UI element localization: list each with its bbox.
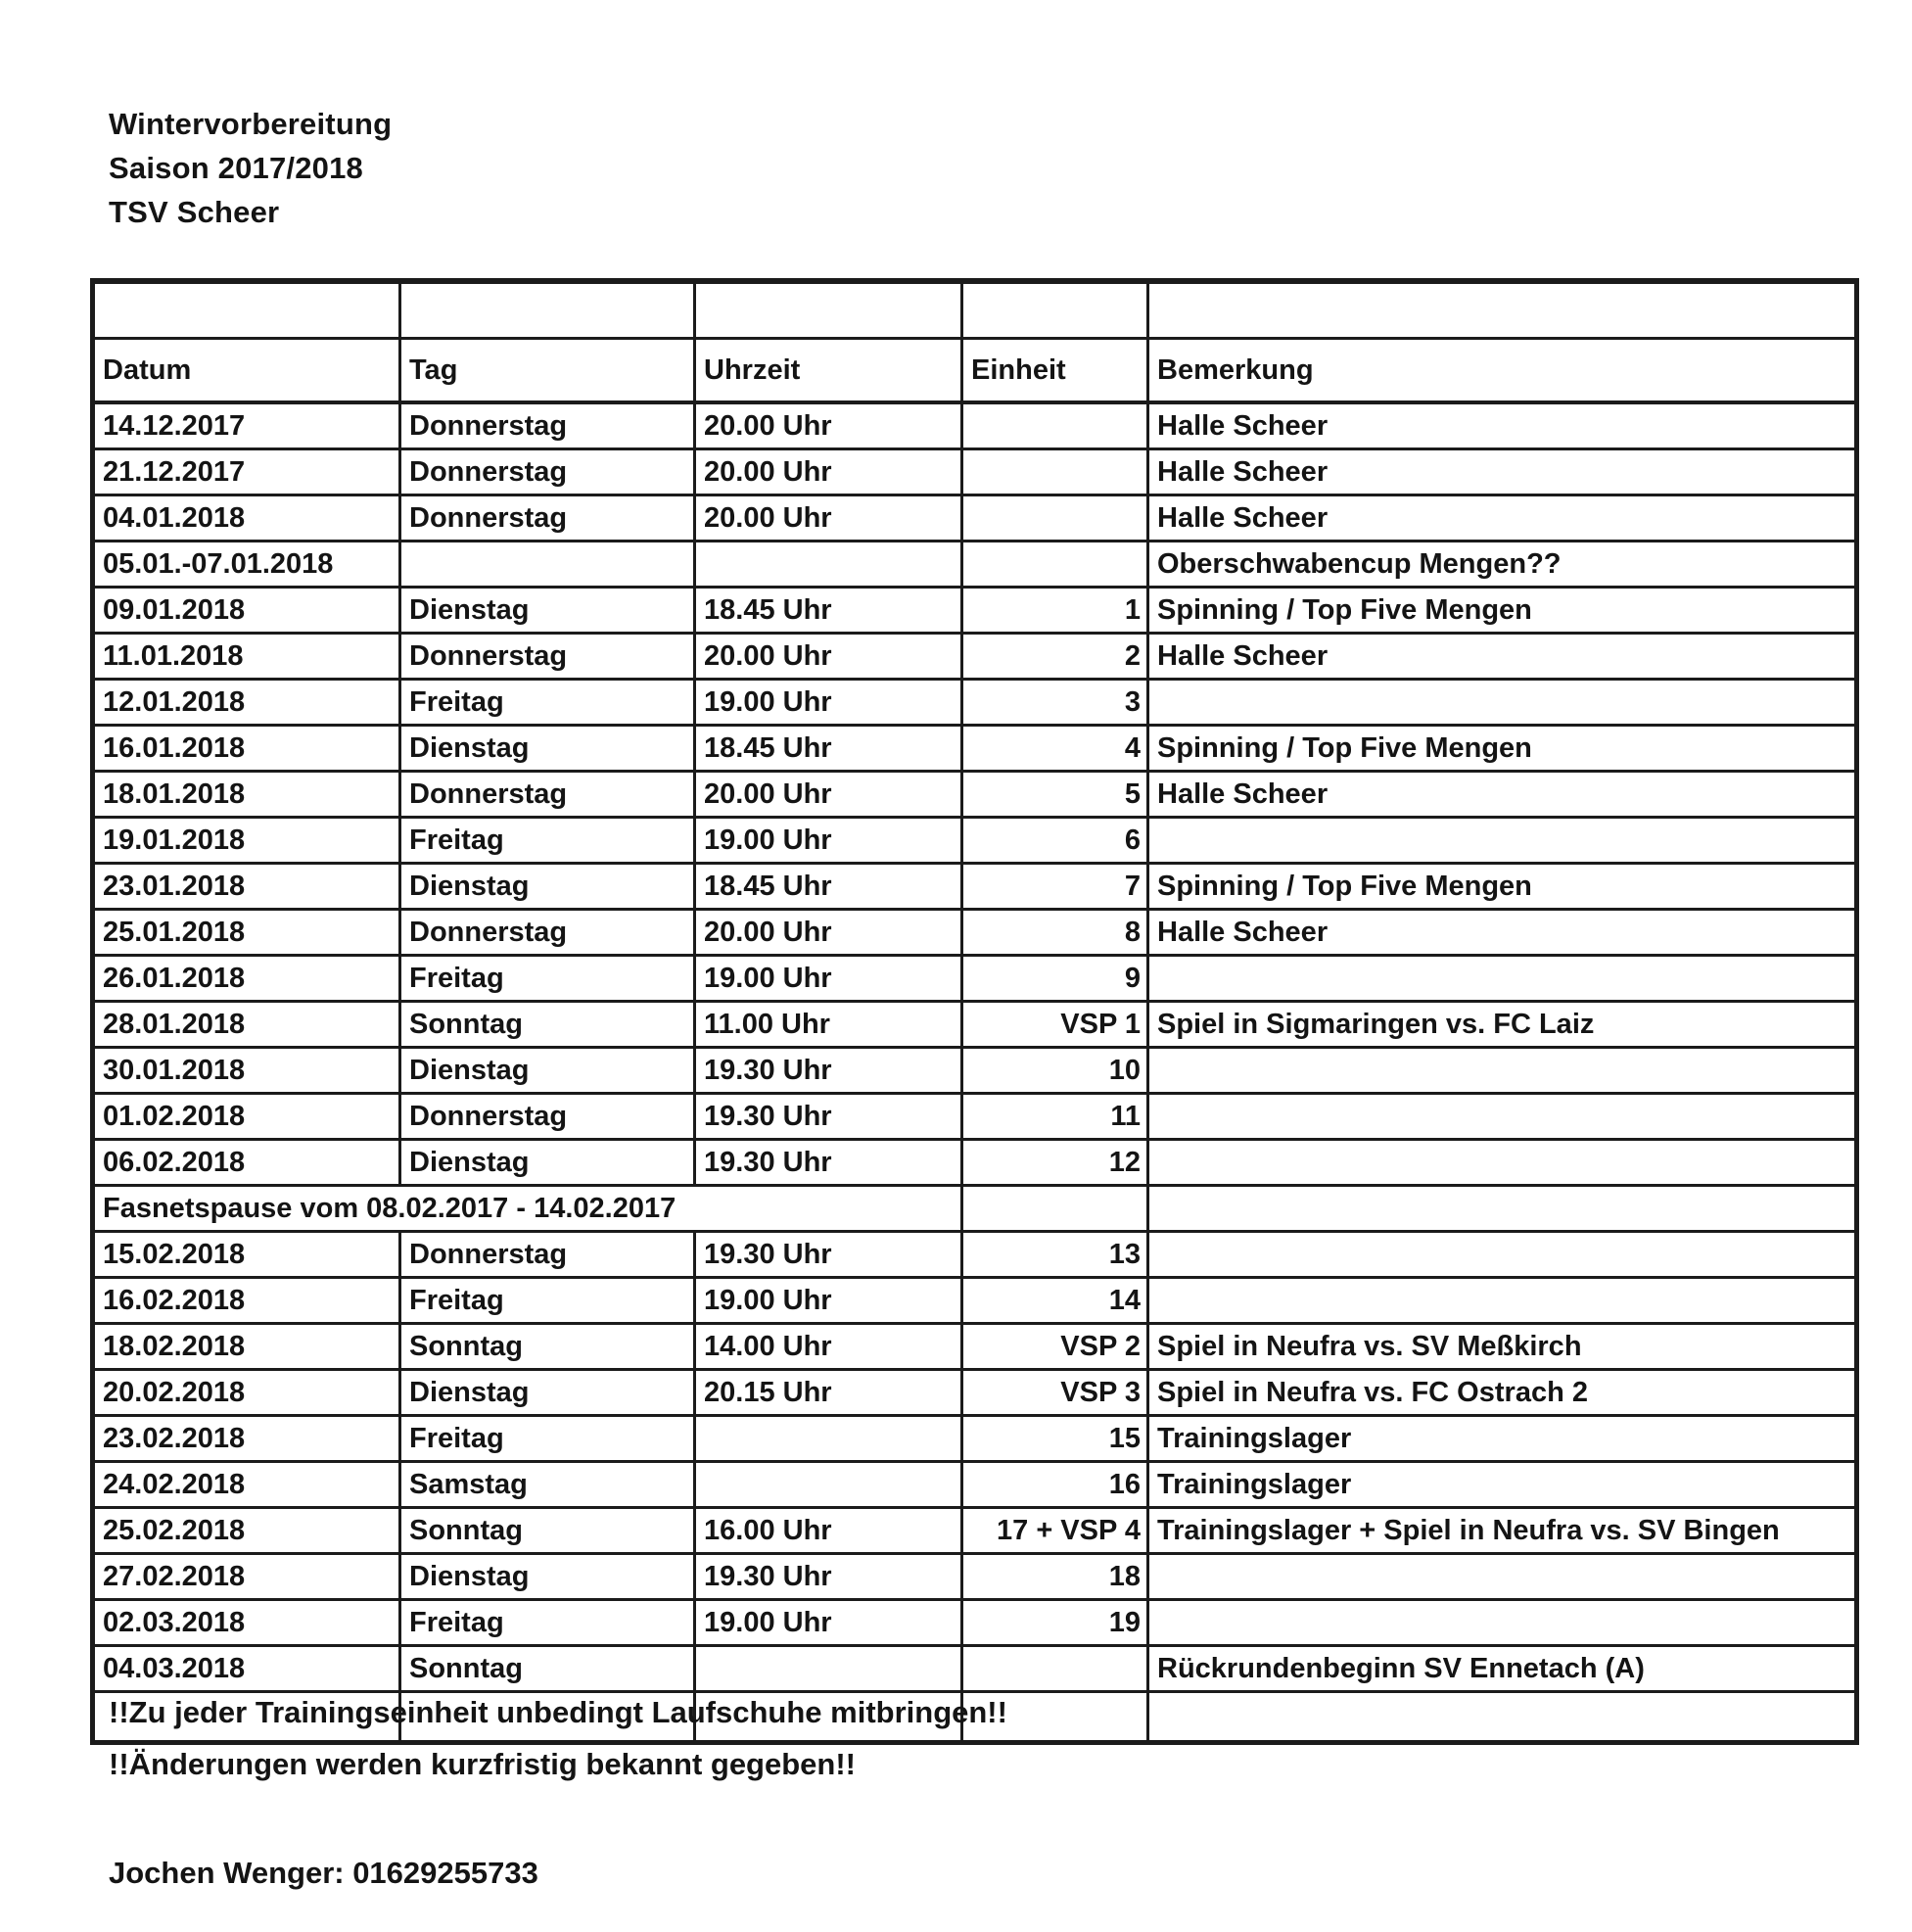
- doc-title-line-2: Saison 2017/2018: [109, 151, 363, 185]
- table-row: [93, 634, 1857, 680]
- cell-tag: Samstag: [400, 1462, 695, 1508]
- cell-einheit: [962, 1646, 1148, 1692]
- cell-bemerkung: Spinning / Top Five Mengen: [1148, 864, 1857, 910]
- cell-uhrzeit: 19.30 Uhr: [695, 1140, 962, 1186]
- cell-bemerkung: [1148, 1278, 1857, 1324]
- cell-tag: Dienstag: [400, 1370, 695, 1416]
- cell-datum: 28.01.2018: [93, 1002, 400, 1048]
- cell-tag: Sonntag: [400, 1324, 695, 1370]
- table-row: [93, 1600, 1857, 1646]
- cell-einheit: VSP 1: [962, 1002, 1148, 1048]
- cell-datum: 25.01.2018: [93, 910, 400, 956]
- cell-datum: 23.01.2018: [93, 864, 400, 910]
- cell-uhrzeit: 11.00 Uhr: [695, 1002, 962, 1048]
- table-row: [93, 864, 1857, 910]
- cell-uhrzeit: 20.00 Uhr: [695, 402, 962, 449]
- table-row: [93, 910, 1857, 956]
- table-row: [93, 818, 1857, 864]
- cell-tag: Freitag: [400, 1278, 695, 1324]
- cell-bemerkung: Halle Scheer: [1148, 634, 1857, 680]
- cell-uhrzeit: [695, 1416, 962, 1462]
- cell-einheit: 19: [962, 1600, 1148, 1646]
- doc-title-line-1: Wintervorbereitung: [109, 107, 393, 141]
- cell-datum: 04.03.2018: [93, 1646, 400, 1692]
- cell-tag: Dienstag: [400, 726, 695, 772]
- cell-datum: 01.02.2018: [93, 1094, 400, 1140]
- cell-bemerkung: Halle Scheer: [1148, 449, 1857, 495]
- cell-uhrzeit: 19.30 Uhr: [695, 1554, 962, 1600]
- cell-datum: 27.02.2018: [93, 1554, 400, 1600]
- cell-bemerkung: Trainingslager + Spiel in Neufra vs. SV Bingen: [1148, 1508, 1857, 1554]
- training-schedule-table: [90, 278, 1859, 1745]
- spacer-cell: [1148, 1692, 1857, 1743]
- document-footer: [109, 1686, 1007, 1899]
- cell-datum: 26.01.2018: [93, 956, 400, 1002]
- cell-bemerkung: [1148, 818, 1857, 864]
- cell-pause-note: Fasnetspause vom 08.02.2017 - 14.02.2017: [93, 1186, 962, 1232]
- cell-bemerkung: [1148, 956, 1857, 1002]
- cell-einheit: [962, 1186, 1148, 1232]
- cell-bemerkung: [1148, 1232, 1857, 1278]
- table-row: [93, 402, 1857, 449]
- cell-bemerkung: Halle Scheer: [1148, 495, 1857, 542]
- cell-datum: 12.01.2018: [93, 680, 400, 726]
- document-header: [109, 102, 392, 234]
- cell-datum: 16.01.2018: [93, 726, 400, 772]
- table-row: [93, 956, 1857, 1002]
- table-row: [93, 1094, 1857, 1140]
- cell-tag: Dienstag: [400, 1554, 695, 1600]
- cell-einheit: VSP 3: [962, 1370, 1148, 1416]
- cell-bemerkung: Rückrundenbeginn SV Ennetach (A): [1148, 1646, 1857, 1692]
- cell-uhrzeit: 19.00 Uhr: [695, 956, 962, 1002]
- cell-bemerkung: Trainingslager: [1148, 1462, 1857, 1508]
- cell-einheit: 5: [962, 772, 1148, 818]
- cell-einheit: 11: [962, 1094, 1148, 1140]
- cell-uhrzeit: 19.30 Uhr: [695, 1232, 962, 1278]
- table-row: [93, 1232, 1857, 1278]
- cell-einheit: 8: [962, 910, 1148, 956]
- cell-tag: Freitag: [400, 680, 695, 726]
- cell-einheit: 14: [962, 1278, 1148, 1324]
- cell-bemerkung: Spiel in Neufra vs. SV Meßkirch: [1148, 1324, 1857, 1370]
- cell-uhrzeit: 19.30 Uhr: [695, 1048, 962, 1094]
- cell-datum: 09.01.2018: [93, 588, 400, 634]
- cell-tag: Freitag: [400, 818, 695, 864]
- cell-einheit: 10: [962, 1048, 1148, 1094]
- cell-datum: 18.02.2018: [93, 1324, 400, 1370]
- cell-tag: Donnerstag: [400, 1232, 695, 1278]
- table-row: [93, 726, 1857, 772]
- cell-einheit: 4: [962, 726, 1148, 772]
- cell-einheit: 6: [962, 818, 1148, 864]
- cell-einheit: VSP 2: [962, 1324, 1148, 1370]
- cell-tag: Dienstag: [400, 1048, 695, 1094]
- cell-bemerkung: Oberschwabencup Mengen??: [1148, 542, 1857, 588]
- cell-bemerkung: Halle Scheer: [1148, 910, 1857, 956]
- cell-bemerkung: Spiel in Sigmaringen vs. FC Laiz: [1148, 1002, 1857, 1048]
- cell-bemerkung: Trainingslager: [1148, 1416, 1857, 1462]
- cell-einheit: 13: [962, 1232, 1148, 1278]
- cell-datum: 16.02.2018: [93, 1278, 400, 1324]
- cell-datum: 24.02.2018: [93, 1462, 400, 1508]
- cell-datum: 25.02.2018: [93, 1508, 400, 1554]
- cell-uhrzeit: 20.00 Uhr: [695, 449, 962, 495]
- cell-einheit: 3: [962, 680, 1148, 726]
- cell-datum: 02.03.2018: [93, 1600, 400, 1646]
- cell-datum: 15.02.2018: [93, 1232, 400, 1278]
- table-row: [93, 1278, 1857, 1324]
- cell-tag: [400, 542, 695, 588]
- cell-einheit: 18: [962, 1554, 1148, 1600]
- cell-tag: Donnerstag: [400, 772, 695, 818]
- cell-uhrzeit: 20.00 Uhr: [695, 910, 962, 956]
- cell-tag: Donnerstag: [400, 1094, 695, 1140]
- table-row: [93, 1462, 1857, 1508]
- table-row: [93, 542, 1857, 588]
- table-row: [93, 588, 1857, 634]
- cell-uhrzeit: [695, 1646, 962, 1692]
- cell-bemerkung: [1148, 1554, 1857, 1600]
- cell-uhrzeit: 19.00 Uhr: [695, 680, 962, 726]
- cell-uhrzeit: 18.45 Uhr: [695, 588, 962, 634]
- cell-einheit: 9: [962, 956, 1148, 1002]
- cell-tag: Dienstag: [400, 1140, 695, 1186]
- table-row: [93, 449, 1857, 495]
- note-aenderungen: !!Änderungen werden kurzfristig bekannt gegeben!!: [109, 1747, 856, 1781]
- table-row: [93, 1048, 1857, 1094]
- cell-tag: Sonntag: [400, 1002, 695, 1048]
- contact-info: Jochen Wenger: 01629255733: [109, 1856, 538, 1890]
- cell-tag: Freitag: [400, 956, 695, 1002]
- cell-uhrzeit: 19.00 Uhr: [695, 818, 962, 864]
- cell-datum: 11.01.2018: [93, 634, 400, 680]
- table-row: [93, 772, 1857, 818]
- spacer-cell: [400, 281, 695, 339]
- table-row: [93, 680, 1857, 726]
- cell-uhrzeit: [695, 542, 962, 588]
- cell-datum: 05.01.-07.01.2018: [93, 542, 400, 588]
- table-row: [93, 1186, 1857, 1232]
- cell-uhrzeit: 19.00 Uhr: [695, 1278, 962, 1324]
- cell-bemerkung: Halle Scheer: [1148, 402, 1857, 449]
- cell-einheit: 1: [962, 588, 1148, 634]
- table-row: [93, 1416, 1857, 1462]
- cell-datum: 30.01.2018: [93, 1048, 400, 1094]
- table-row: [93, 1324, 1857, 1370]
- cell-uhrzeit: 19.30 Uhr: [695, 1094, 962, 1140]
- cell-einheit: 15: [962, 1416, 1148, 1462]
- cell-einheit: [962, 495, 1148, 542]
- cell-uhrzeit: 20.15 Uhr: [695, 1370, 962, 1416]
- cell-bemerkung: [1148, 1140, 1857, 1186]
- cell-uhrzeit: [695, 1462, 962, 1508]
- cell-datum: 06.02.2018: [93, 1140, 400, 1186]
- cell-einheit: [962, 402, 1148, 449]
- cell-bemerkung: Halle Scheer: [1148, 772, 1857, 818]
- cell-tag: Sonntag: [400, 1508, 695, 1554]
- table-spacer-row-top: [93, 281, 1857, 339]
- cell-uhrzeit: 16.00 Uhr: [695, 1508, 962, 1554]
- cell-tag: Donnerstag: [400, 495, 695, 542]
- cell-tag: Donnerstag: [400, 402, 695, 449]
- cell-einheit: 2: [962, 634, 1148, 680]
- cell-uhrzeit: 18.45 Uhr: [695, 726, 962, 772]
- cell-uhrzeit: 14.00 Uhr: [695, 1324, 962, 1370]
- table-row: [93, 1554, 1857, 1600]
- cell-tag: Donnerstag: [400, 449, 695, 495]
- spacer-cell: [93, 281, 400, 339]
- table-row: [93, 1370, 1857, 1416]
- cell-tag: Freitag: [400, 1600, 695, 1646]
- cell-datum: 18.01.2018: [93, 772, 400, 818]
- spacer-cell: [962, 281, 1148, 339]
- table-row: [93, 1646, 1857, 1692]
- cell-tag: Sonntag: [400, 1646, 695, 1692]
- column-header-datum: Datum: [93, 339, 400, 403]
- column-header-bemerkung: Bemerkung: [1148, 339, 1857, 403]
- cell-einheit: 17 + VSP 4: [962, 1508, 1148, 1554]
- table-row: [93, 1140, 1857, 1186]
- cell-bemerkung: Spinning / Top Five Mengen: [1148, 726, 1857, 772]
- cell-datum: 21.12.2017: [93, 449, 400, 495]
- column-header-uhrzeit: Uhrzeit: [695, 339, 962, 403]
- cell-einheit: [962, 449, 1148, 495]
- cell-bemerkung: [1148, 1600, 1857, 1646]
- cell-uhrzeit: 20.00 Uhr: [695, 772, 962, 818]
- cell-datum: 23.02.2018: [93, 1416, 400, 1462]
- column-header-einheit: Einheit: [962, 339, 1148, 403]
- note-laufschuhe: !!Zu jeder Trainingseinheit unbedingt Laufschuhe mitbringen!!: [109, 1695, 1007, 1729]
- cell-bemerkung: Spiel in Neufra vs. FC Ostrach 2: [1148, 1370, 1857, 1416]
- cell-bemerkung: [1148, 1186, 1857, 1232]
- doc-title-line-3: TSV Scheer: [109, 195, 280, 229]
- cell-tag: Dienstag: [400, 864, 695, 910]
- cell-datum: 04.01.2018: [93, 495, 400, 542]
- cell-tag: Donnerstag: [400, 910, 695, 956]
- spacer-cell: [695, 281, 962, 339]
- table-row: [93, 495, 1857, 542]
- cell-einheit: 12: [962, 1140, 1148, 1186]
- cell-tag: Freitag: [400, 1416, 695, 1462]
- cell-bemerkung: [1148, 1094, 1857, 1140]
- cell-bemerkung: Spinning / Top Five Mengen: [1148, 588, 1857, 634]
- cell-datum: 19.01.2018: [93, 818, 400, 864]
- table-row: [93, 1508, 1857, 1554]
- cell-bemerkung: [1148, 680, 1857, 726]
- cell-einheit: [962, 542, 1148, 588]
- cell-bemerkung: [1148, 1048, 1857, 1094]
- cell-tag: Donnerstag: [400, 634, 695, 680]
- cell-uhrzeit: 20.00 Uhr: [695, 495, 962, 542]
- cell-tag: Dienstag: [400, 588, 695, 634]
- table-row: [93, 1002, 1857, 1048]
- spacer-cell: [1148, 281, 1857, 339]
- cell-datum: 14.12.2017: [93, 402, 400, 449]
- table-header-row: [93, 339, 1857, 403]
- cell-einheit: 7: [962, 864, 1148, 910]
- cell-uhrzeit: 20.00 Uhr: [695, 634, 962, 680]
- cell-einheit: 16: [962, 1462, 1148, 1508]
- cell-uhrzeit: 19.00 Uhr: [695, 1600, 962, 1646]
- cell-uhrzeit: 18.45 Uhr: [695, 864, 962, 910]
- column-header-tag: Tag: [400, 339, 695, 403]
- cell-datum: 20.02.2018: [93, 1370, 400, 1416]
